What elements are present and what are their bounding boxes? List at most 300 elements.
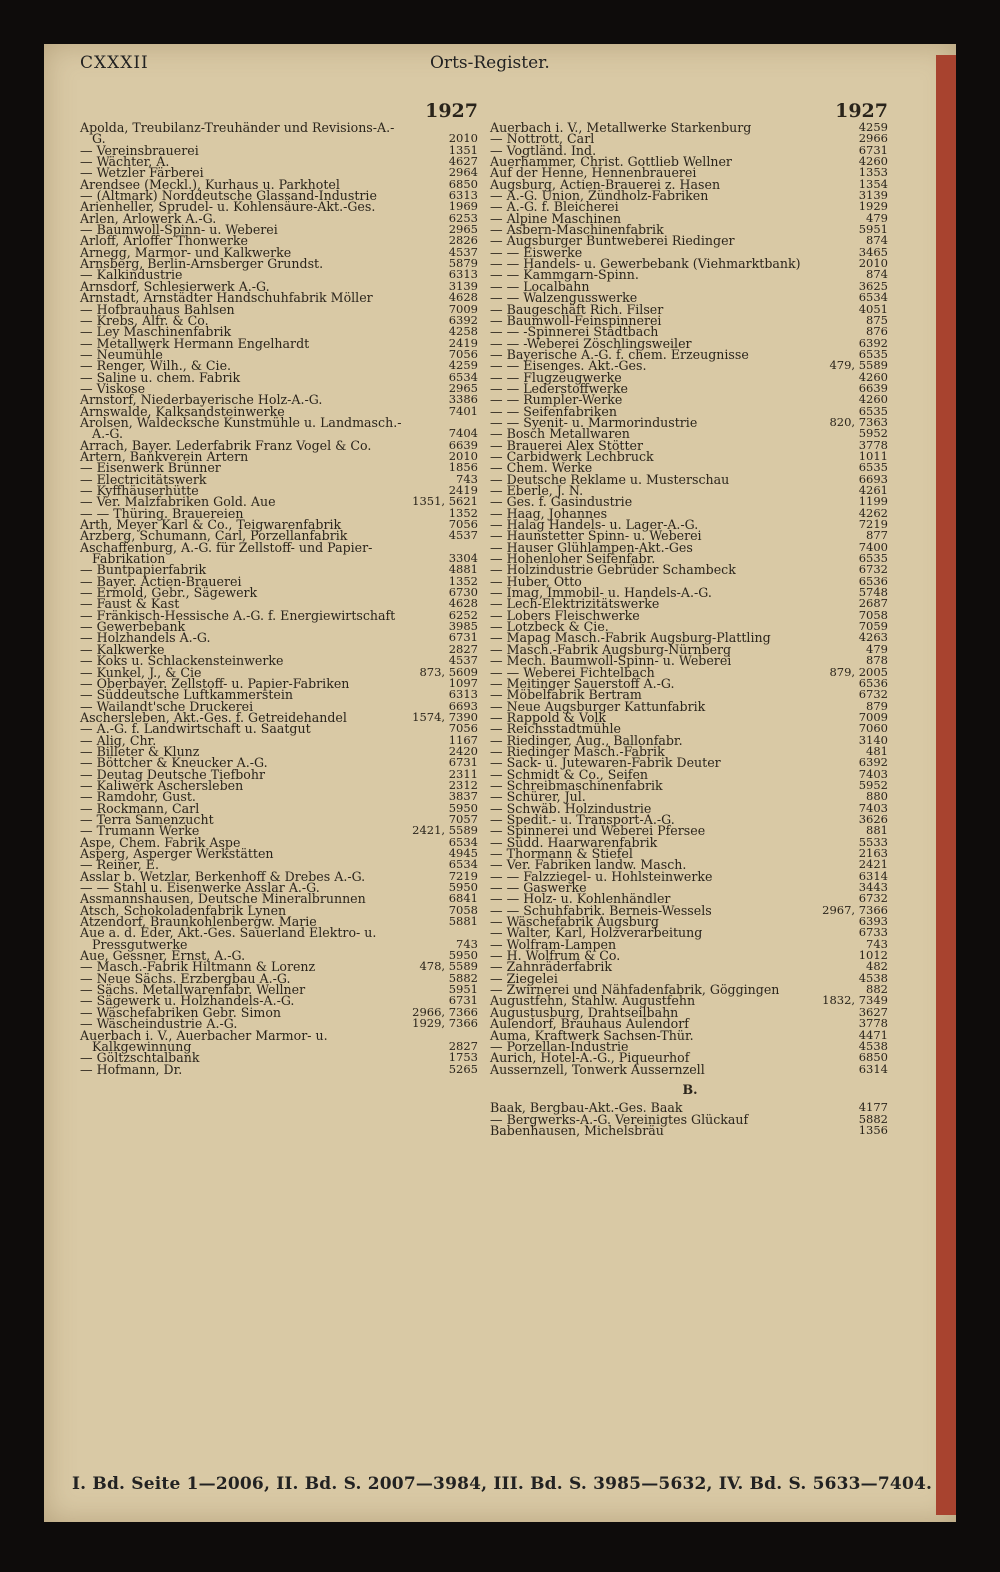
entry-page-numbers: 5748 [858,585,888,600]
entry-page-numbers: 3625 [858,278,888,293]
entry-page-numbers: 2827 [448,641,478,656]
entry-page-numbers: 3778 [858,1016,888,1031]
entry-name: Artern, Bankverein Artern [80,448,249,464]
entry-page-numbers: 7009 [448,301,478,316]
entry-page-numbers: 6393 [858,914,888,929]
entry-name: — Metallwerk Hermann Engelhardt [80,335,310,351]
entry-page-numbers: 479 [866,210,888,225]
entry-page-numbers: 4537 [448,528,478,543]
entry-name: — — Rumpler-Werke [490,392,623,408]
entry-page-numbers: 7056 [448,721,478,736]
entry-page-numbers: 4258 [448,324,478,339]
entry-page-numbers: 6313 [448,188,478,203]
entry-page-numbers: 6313 [448,687,478,702]
entry-page-numbers: 4628 [448,290,478,305]
entry-name: — Neue Sächs. Erzbergbau A.-G. [80,970,291,986]
page-header [0,53,1000,83]
entry-page-numbers: 2421 [858,857,888,872]
index-entry [80,414,480,442]
entry-name: Augustfehn, Stahlw. Augustfehn [490,993,696,1009]
entry-name: — — Syenit- u. Marmorindustrie [490,414,698,430]
entry-name: — — Walzengusswerke [490,290,638,306]
entry-page-numbers: 2687 [858,596,888,611]
entry-name: — — Seifenfabriken [490,403,618,419]
entry-name: — Chem. Werke [490,460,593,476]
entry-name: — Halag Handels- u. Lager-A.-G. [490,517,699,533]
entry-name: — Ver. Fabriken landw. Masch. [490,857,687,873]
entry-name: — Gewerbebank [80,619,186,635]
entry-page-numbers: 6392 [858,335,888,350]
entry-page-numbers: 874 [866,267,888,282]
entry-name: — — Eiswerke [490,244,583,260]
entry-page-numbers: 6732 [858,562,888,577]
entry-name: — Eisenwerk Brünner [80,460,221,476]
entry-page-numbers: 4051 [858,301,888,316]
entry-page-numbers: 1856 [448,460,478,475]
entry-name: — Ramdohr, Gust. [80,789,196,805]
entry-list [490,1102,890,1136]
entry-page-numbers: 2965 [448,380,478,395]
entry-name: — Ges. f. Gasindustrie [490,494,633,510]
entry-name: Asslar b. Wetzlar, Berkenhoff & Drebes A.-G. [80,868,366,884]
entry-name: — — Thüring. Brauereien [80,505,244,521]
entry-name: Asperg, Asperger Werkstätten [80,846,274,861]
entry-name: — Faust & Kast [80,596,180,612]
entry-page-numbers: 6732 [858,687,888,702]
entry-page-numbers: 7219 [858,517,888,532]
entry-name: — Neue Augsburger Kattunfabrik [490,698,706,714]
entry-name: — Spedit.- u. Transport-A.-G. [490,811,675,827]
entry-name: Augustusburg, Drahtseilbahn [490,1004,679,1020]
entry-page-numbers: 6253 [448,210,478,225]
entry-name: — Bayerische A.-G. f. chem. Erzeugnisse [490,346,749,362]
entry-page-numbers: 1199 [858,494,888,509]
entry-name: Arendsee (Meckl.), Kurhaus u. Parkhotel [80,176,340,192]
entry-page-numbers: 6841 [448,891,478,906]
entry-name: — Augsburger Buntweberei Riedinger [490,233,735,249]
entry-page-numbers: 6850 [448,176,478,191]
entry-page-numbers: 877 [866,528,888,543]
entry-page-numbers: 6534 [448,369,478,384]
entry-page-numbers: 882 [866,982,888,997]
entry-page-numbers: 1011 [858,448,888,463]
entry-name: — Spinnerei und Weberei Pfersee [490,823,706,839]
entry-name: — Lotzbeck & Cie. [490,619,609,635]
entry-name: — Riedinger Masch.-Fabrik [490,743,665,759]
entry-name: — Zwirnerei und Nähfadenfabrik, Göggingen [490,982,780,998]
entry-name: Arzberg, Schumann, Carl, Porzellanfabrik [80,528,348,544]
entry-name: — Wolfram-Lampen [490,936,617,952]
entry-page-numbers: 4627 [448,154,478,169]
entry-page-numbers: 879, 2005 [829,664,888,679]
entry-name: — Zahnräderfabrik [490,959,613,975]
entry-name: — Bayer. Actien-Brauerei [80,573,242,589]
entry-page-numbers: 5950 [448,800,478,815]
entry-page-numbers: 6534 [448,857,478,872]
entry-page-numbers: 6639 [448,437,478,452]
entry-name: — Bosch Metallwaren [490,426,630,442]
entry-page-numbers: 2010 [858,256,888,271]
entry-page-numbers: 743 [456,471,478,486]
entry-name: Auf der Henne, Hennenbrauerei [490,165,697,181]
entry-name: — Billeter & Klunz [80,743,200,759]
entry-name: Aussernzell, Tonwerk Aussernzell [490,1061,705,1077]
entry-name: — Krebs, Alfr. & Co. [80,312,209,328]
entry-page-numbers: 5952 [858,777,888,792]
entry-page-numbers: 7059 [858,619,888,634]
entry-name: — Deutag Deutsche Tiefbohr [80,766,266,782]
page-number: CXXXII [80,53,149,73]
entry-page-numbers: 873, 5609 [419,664,478,679]
entry-page-numbers: 4260 [858,154,888,169]
entry-page-numbers: 2311 [448,766,478,781]
entry-list [490,122,890,1075]
entry-name: — Baumwoll-Spinn- u. Weberei [80,222,278,238]
entry-page-numbers: 878 [866,653,888,668]
entry-name: — Thormann & Stiefel [490,846,633,861]
entry-page-numbers: 6731 [448,630,478,645]
entry-page-numbers: 1929, 7366 [412,1016,478,1031]
entry-name: — Masch.-Fabrik Augsburg-Nürnberg [490,641,732,657]
entry-page-numbers: 879 [866,698,888,713]
entry-name: — Mech. Baumwoll-Spinn- u. Weberei [490,653,732,669]
entry-page-numbers: 4881 [448,562,478,577]
entry-name: — Böttcher & Kneucker A.-G. [80,755,268,771]
entry-name: — Hauser Glühlampen-Akt.-Ges [490,539,693,555]
entry-page-numbers: 2163 [858,846,888,860]
entry-page-numbers: 6731 [448,993,478,1008]
entry-name: — Baumwoll-Feinspinnerei [490,312,662,328]
entry-page-numbers: 1351, 5621 [412,494,478,509]
entry-name: Arolsen, Waldecksche Kunstmühle u. Landmasch.-A.-G. [80,414,402,442]
entry-page-numbers: 3778 [858,437,888,452]
year-label: 1927 [425,100,478,122]
entry-page-numbers: 5950 [448,880,478,895]
entry-name: — Koks u. Schlackensteinwerke [80,653,284,669]
entry-page-numbers: 7057 [448,811,478,826]
entry-page-numbers: 7401 [448,403,478,418]
entry-page-numbers: 2420 [448,743,478,758]
entry-page-numbers: 6535 [858,403,888,418]
entry-name: — Porzellan-Industrie [490,1038,629,1054]
entry-page-numbers: 1353 [858,165,888,180]
entry-page-numbers: 6732 [858,891,888,906]
entry-name: — Holzindustrie Gebrüder Schambeck [490,562,736,578]
entry-name: — — Gaswerke [490,880,587,896]
entry-page-numbers: 7058 [448,902,478,917]
index-entry [490,1122,890,1138]
entry-page-numbers: 5882 [448,970,478,985]
entry-page-numbers: 7009 [858,709,888,724]
entry-name: — Wäschefabriken Gebr. Simon [80,1004,282,1020]
entry-name: Arlen, Arlowerk A.-G. [80,210,217,226]
entry-page-numbers: 6536 [858,675,888,690]
entry-name: — Ziegelei [490,970,558,986]
entry-name: — Viskose [80,380,146,396]
entry-page-numbers: 1097 [448,675,478,690]
entry-name: — Alpine Maschinen [490,210,622,226]
entry-page-numbers: 6392 [858,755,888,770]
entry-name: Arienheller, Sprudel- u. Kohlensäure-Akt.-Ges. [80,199,376,215]
entry-page-numbers: 3837 [448,789,478,804]
entry-page-numbers: 7404 [448,426,478,441]
entry-page-numbers: 3386 [448,392,478,407]
index-entry [490,1061,890,1077]
entry-name: — Rockmann, Carl [80,800,200,816]
entry-page-numbers: 1351 [448,142,478,157]
entry-name: Arnstorf, Niederbayerische Holz-A.-G. [80,392,323,408]
entry-name: — Haunstetter Spinn- u. Weberei [490,528,702,544]
entry-page-numbers: 5881 [448,914,478,929]
left-column [80,100,480,1075]
entry-page-numbers: 5951 [448,982,478,997]
entry-name: — Walter, Karl, Holzverarbeitung [490,925,703,941]
entry-page-numbers: 479, 5589 [829,358,888,373]
entry-name: Arnegg, Marmor- und Kalkwerke [80,244,292,260]
entry-page-numbers: 3443 [858,880,888,895]
entry-page-numbers: 6252 [448,607,478,622]
entry-name: Aulendorf, Brauhaus Aulendorf [490,1016,689,1032]
entry-name: — Fränkisch-Hessische A.-G. f. Energiewirtschaft [80,607,396,623]
entry-name: — Reiner, E. [80,857,159,873]
entry-page-numbers: 1574, 7390 [412,709,478,724]
entry-page-numbers: 1356 [858,1122,888,1137]
entry-page-numbers: 1753 [448,1050,478,1065]
entry-page-numbers: 4262 [858,505,888,520]
entry-page-numbers: 1969 [448,199,478,214]
entry-name: — Hofbrauhaus Bahlsen [80,301,235,317]
entry-name: Augsburg, Actien-Brauerei z. Hasen [490,176,721,192]
entry-page-numbers: 2312 [448,777,478,792]
entry-page-numbers: 6693 [858,471,888,486]
entry-name: Atsch, Schokoladenfabrik Lynen [80,902,287,918]
entry-page-numbers: 4538 [858,970,888,985]
entry-name: — Vereinsbrauerei [80,142,199,158]
entry-page-numbers: 2964 [448,165,478,180]
entry-name: Auerbach i. V., Auerbacher Marmor- u. Kalkgewinnung [80,1027,328,1054]
entry-name: — Renger, Wilh., & Cie. [80,358,232,374]
entry-page-numbers: 2966, 7366 [412,1004,478,1019]
entry-name: — A.-G. Union, Zündholz-Fabriken [490,188,709,204]
entry-page-numbers: 874 [866,233,888,248]
entry-page-numbers: 2010 [448,131,478,146]
entry-name: — Alig, Chr. [80,732,157,748]
entry-page-numbers: 6535 [858,346,888,361]
entry-name: — — Eisenges. Akt.-Ges. [490,358,647,374]
entry-page-numbers: 3139 [858,188,888,203]
index-entry [80,1027,480,1054]
entry-name: — Lech-Elektrizitätswerke [490,596,660,612]
entry-page-numbers: 2966 [858,131,888,146]
entry-page-numbers: 5952 [858,426,888,441]
entry-name: — Schreibmaschinenfabrik [490,777,663,793]
entry-page-numbers: 1352 [448,505,478,520]
entry-name: — Kaliwerk Aschersleben [80,777,244,793]
entry-name: — Terra Samenzucht [80,811,214,827]
entry-page-numbers: 7056 [448,517,478,532]
entry-name: — — Schuhfabrik. Berneis-Wessels [490,902,712,918]
entry-name: — Wäschefabrik Augsburg [490,914,659,930]
entry-name: — Ley Maschinenfabrik [80,324,232,340]
index-entry [80,122,480,145]
entry-page-numbers: 6313 [448,267,478,282]
entry-page-numbers: 3140 [858,732,888,747]
entry-name: — Haag, Johannes [490,505,608,521]
entry-page-numbers: 4177 [858,1100,888,1115]
entry-name: — Wäscheindustrie A.-G. [80,1016,238,1032]
page-title: Orts-Register. [430,53,550,73]
entry-page-numbers: 6314 [858,868,888,883]
entry-name: — — Localbahn [490,278,590,294]
entry-name: — — Kammgarn-Spinn. [490,267,639,283]
entry-page-numbers: 4261 [858,483,888,497]
entry-page-numbers: 3627 [858,1004,888,1019]
entry-name: — — Lederstoffwerke [490,380,628,396]
entry-list [80,122,480,1075]
entry-page-numbers: 6534 [448,834,478,849]
entry-name: — A.-G. f. Bleicherei [490,199,619,215]
entry-name: — Neumühle [80,346,163,362]
entry-page-numbers: 2010 [448,448,478,463]
entry-page-numbers: 6733 [858,925,888,940]
entry-name: — Schmidt & Co., Seifen [490,766,649,782]
entry-page-numbers: 7056 [448,346,478,361]
entry-name: — Vogtländ. Ind. [490,142,597,158]
entry-name: — Trumann Werke [80,823,200,839]
index-entry [80,1061,480,1077]
entry-name: Apolda, Treubilanz-Treuhänder und Revisions-A.-G. [80,120,395,147]
index-entry [80,539,480,567]
entry-name: Arloff, Arloffer Thonwerke [80,233,248,249]
entry-page-numbers: 5265 [448,1061,478,1076]
entry-name: Baak, Bergbau-Akt.-Ges. Baak [490,1100,683,1116]
entry-name: — Eberle, J. N. [490,483,584,498]
entry-name: Babenhausen, Michelsbräu [490,1122,664,1138]
entry-name: — — Weberei Fichtelbach [490,664,655,680]
entry-page-numbers: 6731 [858,142,888,157]
entry-page-numbers: 2419 [448,483,478,497]
entry-name: — Wächter, A. [80,154,170,170]
entry-name: — Lobers Fleischwerke [490,607,640,623]
book-binding-edge [936,55,956,1515]
entry-name: — Sächs. Metallwarenfabr. Wellner [80,982,306,998]
entry-page-numbers: 4471 [858,1027,888,1042]
entry-page-numbers: 3139 [448,278,478,293]
entry-page-numbers: 7219 [448,868,478,883]
entry-name: — — -Spinnerei Stadtbach [490,324,659,340]
entry-name: — Sägewerk u. Holzhandels-A.-G. [80,993,295,1009]
entry-name: — — Handels- u. Gewerbebank (Viehmarktbank) [490,256,801,272]
entry-name: — Mapag Masch.-Fabrik Augsburg-Plattling [490,630,771,646]
entry-page-numbers: 820, 7363 [829,414,888,429]
entry-name: — Schwäb. Holzindustrie [490,800,652,816]
entry-page-numbers: 1354 [858,176,888,191]
entry-page-numbers: 2826 [448,233,478,248]
entry-name: — Nottrott, Carl [490,131,595,147]
entry-page-numbers: 4259 [448,358,478,373]
entry-page-numbers: 880 [866,789,888,804]
entry-name: Aue, Gessner, Ernst, A.-G. [80,948,246,964]
entry-name: — Holzhandels A.-G. [80,630,211,646]
entry-page-numbers: 6535 [858,460,888,475]
entry-name: Atzendorf, Braunkohlenbergw. Marie [80,914,317,930]
entry-page-numbers: 4263 [858,630,888,645]
entry-name: — Huber, Otto [490,573,582,589]
entry-page-numbers: 1832, 7349 [822,993,888,1008]
entry-name: Arth, Meyer Karl & Co., Teigwarenfabrik [80,517,342,533]
entry-page-numbers: 482 [866,959,888,974]
index-entry [80,927,480,950]
entry-name: Arnstadt, Arnstädter Handschuhfabrik Möller [80,290,373,306]
entry-page-numbers: 4537 [448,244,478,259]
entry-name: — — Flugzeugwerke [490,369,622,385]
entry-page-numbers: 1929 [858,199,888,214]
entry-name: Assmannshausen, Deutsche Mineralbrunnen [80,891,366,907]
entry-name: Arnsberg, Berlin-Arnsberger Grundst. [80,256,324,272]
entry-name: — — Falzziegel- u. Hohlsteinwerke [490,868,713,884]
entry-name: — Wailandt'sche Druckerei [80,698,254,714]
entry-name: Auerbach i. V., Metallwerke Starkenburg [490,120,752,135]
entry-name: — — -Weberei Zöschlingsweiler [490,335,692,351]
entry-name: — Kyffhäuserhütte [80,483,199,498]
entry-name: — Imag, Immobil- u. Handels-A.-G. [490,585,712,601]
entry-name: — Saline u. chem. Fabrik [80,369,241,385]
entry-page-numbers: 6314 [858,1061,888,1076]
right-column [490,100,890,1136]
entry-page-numbers: 743 [456,936,478,951]
entry-name: — Oberbayer. Zellstoff- u. Papier-Fabriken [80,675,350,691]
volume-page-ranges: I. Bd. Seite 1—2006, II. Bd. S. 2007—3984, III. Bd. S. 3985—5632, IV. Bd. S. 5633—7404. [72,1474,933,1494]
entry-name: — (Altmark) Norddeutsche Glassand-Industrie [80,188,377,204]
entry-name: — — Holz- u. Kohlenhändler [490,891,671,907]
entry-page-numbers: 479 [866,641,888,656]
entry-name: Arnsdorf, Schlesierwerk A.-G. [80,278,270,294]
entry-page-numbers: 3465 [858,244,888,259]
entry-name: — H. Wolfrum & Co. [490,948,621,964]
entry-name: Arnswalde, Kalksandsteinwerke [80,403,285,419]
entry-page-numbers: 875 [866,312,888,327]
entry-page-numbers: 876 [866,324,888,339]
entry-name: — Hohenloher Seifenfabr. [490,551,656,567]
entry-name: — A.-G. f. Landwirtschaft u. Saatgut [80,721,311,737]
entry-name: — Bergwerks-A.-G. Vereinigtes Glückauf [490,1111,749,1127]
entry-page-numbers: 6534 [858,290,888,305]
entry-name: Aspe, Chem. Fabrik Aspe [80,834,241,850]
entry-name: — Deutsche Reklame u. Musterschau [490,471,730,487]
entry-page-numbers: 6850 [858,1050,888,1065]
entry-name: — Reichsstadtmühle [490,721,621,737]
entry-name: — Ermold, Gebr., Sägewerk [80,585,258,601]
entry-page-numbers: 2827 [448,1038,478,1053]
entry-page-numbers: 4260 [858,392,888,407]
section-title: B. [682,1081,698,1097]
entry-page-numbers: 6392 [448,312,478,327]
entry-name: Aue a. d. Eder, Akt.-Ges. Sauerland Elektro- u. Pressgutwerke [80,925,377,952]
entry-name: — Carbidwerk Lechbruck [490,448,654,464]
entry-page-numbers: 4628 [448,596,478,611]
entry-name: — Göltzschtalbank [80,1050,200,1066]
entry-page-numbers: 7060 [858,721,888,736]
entry-page-numbers: 478, 5589 [419,959,478,974]
entry-page-numbers: 1012 [858,948,888,963]
entry-name: — Electricitätswerk [80,471,207,487]
entry-page-numbers: 6536 [858,573,888,588]
entry-page-numbers: 4945 [448,846,478,860]
entry-page-numbers: 5882 [858,1111,888,1126]
entry-page-numbers: 6639 [858,380,888,395]
entry-name: — — Stahl u. Eisenwerke Asslar A.-G. [80,880,320,896]
entry-name: — Riedinger, Aug., Ballonfabr. [490,732,683,748]
